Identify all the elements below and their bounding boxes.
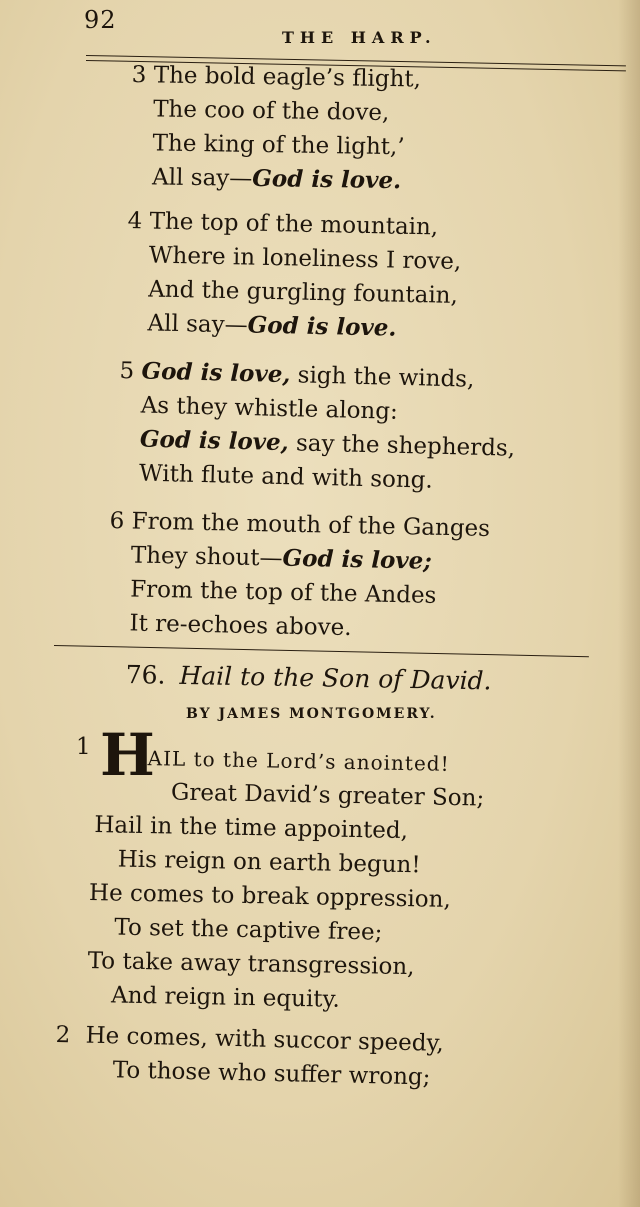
stanza-number: 4 [127,207,143,235]
stanza-6 [107,504,490,648]
verse-line: 2 He comes, with succor speedy, [55,1018,444,1061]
verse-line: 4 The top of the mountain, [127,204,462,245]
stanza-number: 2 [55,1021,71,1049]
stanza-number: 5 [119,357,135,385]
verse-line: As they whistle along: [140,392,399,425]
hymn-heading [125,660,491,695]
hymn-76-stanza-2 [54,1018,444,1095]
verse-line: 6 From the mouth of the Ganges [109,504,490,546]
verse-line: To take away transgression, [87,947,415,981]
verse-line: All say—God is love. [151,164,402,195]
stanza-4 [125,204,462,347]
verse-line: Great David’s greater Son; [170,779,485,812]
drop-cap: H [100,721,155,789]
verse-line: God is love, say the shepherds, [139,425,516,462]
stanza-number: 6 [109,507,125,535]
stanza-5 [117,354,517,500]
verse-line: AIL to the Lord’s anointed! [147,746,450,776]
stanza-number: 1 [76,734,91,760]
verse-line: To those who suffer wrong; [112,1057,431,1091]
verse-line: 5 God is love, sigh the winds, [119,354,517,398]
hymn-number: 76. [125,660,166,690]
verse-line: With flute and with song. [138,460,434,494]
verse-line: To set the captive free; [114,914,383,946]
verse-line: And reign in equity. [110,982,341,1013]
verse-line: His reign on earth begun! [117,846,421,879]
stanza-3 [130,58,421,199]
verse-line: It re-echoes above. [129,610,352,642]
section-divider [54,645,589,657]
stanza-number: 3 [131,61,147,89]
hymn-author: BY JAMES MONTGOMERY. [186,706,437,722]
verse-line: All say—God is love. [147,310,397,342]
verse-line: From the top of the Andes [129,576,437,609]
verse-line: 3 The bold eagle’s flight, [131,58,421,97]
page-number: 92 [84,6,117,34]
verse-line: The king of the light,’ [152,130,405,161]
page-edge-shadow [618,0,640,1207]
running-head: THE HARP. [282,28,437,47]
verse-line: They shout—God is love; [130,542,433,575]
verse-line: He comes to break oppression, [88,879,452,913]
hymn-76-stanza-1 [87,740,485,1019]
verse-line: Hail in the time appointed, [94,812,409,845]
verse-line: Where in loneliness I rove, [148,242,462,275]
hymn-title: Hail to the Son of David. [179,660,492,696]
verse-line: The coo of the dove, [152,96,390,127]
verse-line: And the gurgling fountain, [147,276,459,309]
